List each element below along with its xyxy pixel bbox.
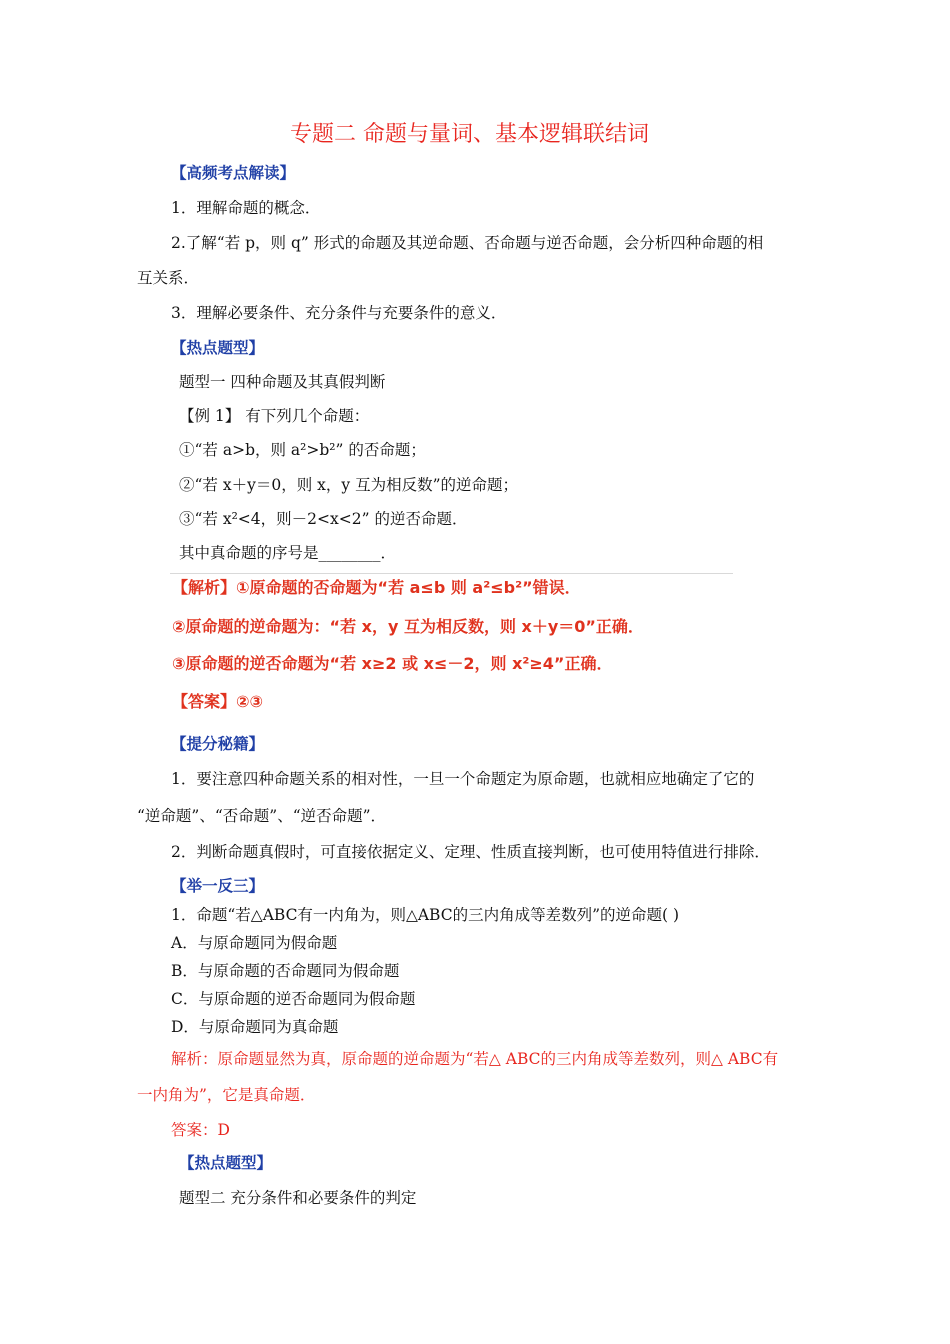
type-2-heading: 题型二 充分条件和必要条件的判定 [179,1189,417,1207]
practice-answer: 答案：D [171,1121,230,1139]
practice-solution-2: 一内角为”，它是真命题． [137,1086,316,1104]
type-1-heading: 题型一 四种命题及其真假判断 [179,373,386,391]
objective-3: 3．理解必要条件、充分条件与充要条件的意义． [171,304,507,322]
example-1-question: 其中真命题的序号是________． [179,544,397,562]
objective-2: 2.了解“若 p，则 q” 形式的命题及其逆命题、否命题与逆否命题，会分析四种命题的相 [171,234,764,252]
objective-1: 1．理解命题的概念． [171,199,321,217]
example-1-label: 【例 1】 有下列几个命题： [179,407,370,425]
practice-option-b: B．与原命题的否命题同为假命题 [171,962,400,980]
example-1-item-1: ①“若 a>b，则 a²>b²” 的否命题； [179,441,426,459]
tip-1: 1．要注意四种命题关系的相对性，一旦一个命题定为原命题，也就相应地确定了它的 [171,770,755,788]
analysis-line-3: ③原命题的逆否命题为“若 x≥2 或 x≤－2，则 x²≥4”正确． [172,654,613,673]
tip-2: 2．判断命题真假时，可直接依据定义、定理、性质直接判断，也可使用特值进行排除． [171,843,770,861]
example-1-item-2: ②“若 x＋y＝0，则 x，y 互为相反数”的逆命题； [179,476,518,494]
answer-1: 【答案】②③ [172,692,264,711]
objective-2-cont: 互关系． [137,269,200,287]
analysis-line-1: 【解析】①原命题的否命题为“若 a≤b 则 a²≤b²”错误． [172,578,581,597]
practice-question: 1．命题“若△ABC有一内角为，则△ABC的三内角成等差数列”的逆命题( ) [171,906,680,924]
section-header-redian-1: 【热点题型】 [171,338,265,357]
practice-solution-1: 解析：原命题显然为真，原命题的逆命题为“若△ ABC的三内角成等差数列，则△ ABC有 [171,1050,779,1068]
practice-option-c: C．与原命题的逆否命题同为假命题 [171,990,416,1008]
section-header-juyi: 【举一反三】 [171,876,265,895]
page-title: 专题二 命题与量词、基本逻辑联结词 [290,122,649,147]
analysis-line-2: ②原命题的逆命题为：“若 x，y 互为相反数，则 x＋y＝0”正确． [172,617,644,636]
practice-option-d: D．与原命题同为真命题 [171,1018,339,1036]
divider [170,573,733,574]
tip-1-cont: “逆命题”、“否命题”、“逆否命题”． [137,807,387,825]
example-1-item-3: ③“若 x²<4，则－2<x<2” 的逆否命题． [179,510,468,528]
practice-option-a: A．与原命题同为假命题 [171,934,338,952]
section-header-tifen: 【提分秘籍】 [171,734,265,753]
section-header-redian-2: 【热点题型】 [179,1153,273,1172]
section-header-gaopin: 【高频考点解读】 [171,163,296,182]
